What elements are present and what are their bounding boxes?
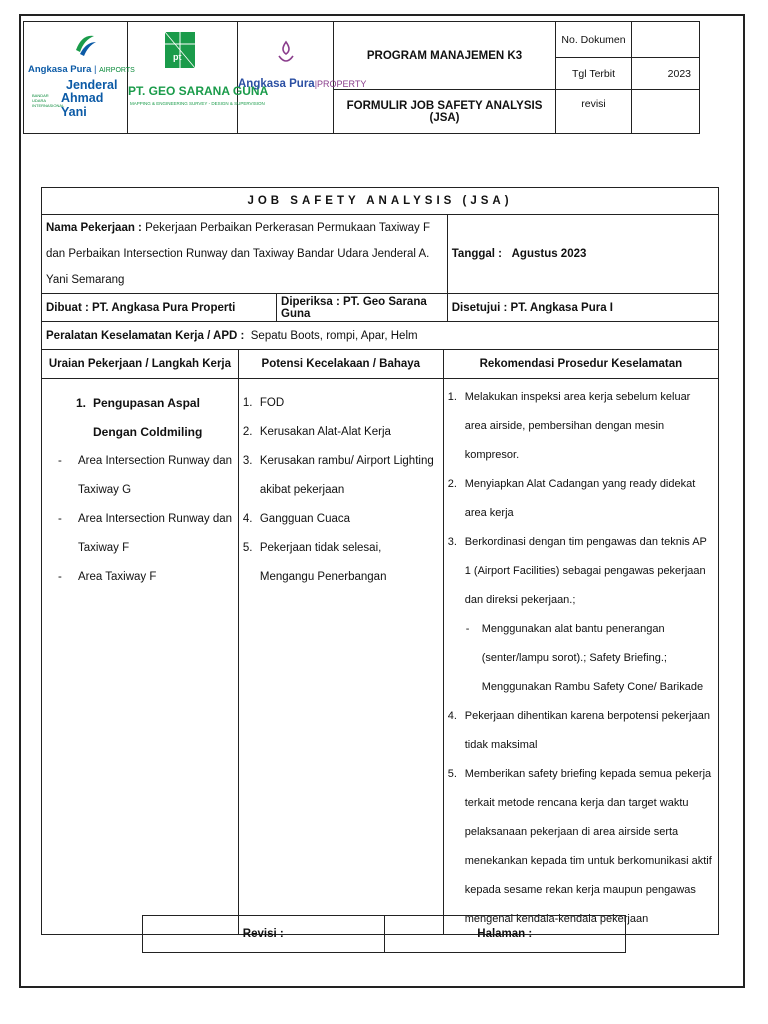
job-name-value: Pekerjaan Perbaikan Perkerasan Permukaan Taxiway F dan Perbaikan Intersection Runway dan Taxiway Bandar Udara Jenderal A. Yani Semarang <box>46 222 430 286</box>
area-item: - Area Intersection Runway dan Taxiway G <box>58 455 233 496</box>
ppe-value: Sepatu Boots, rompi, Apar, Helm <box>250 329 418 342</box>
hazard-item: 1. FOD <box>242 397 285 409</box>
hazard-item: 5. Pekerjaan tidak selesai, Mengangu Penerbangan <box>242 542 387 583</box>
col-header-steps: Uraian Pekerjaan / Langkah Kerja <box>42 350 239 379</box>
ppe-label: Peralatan Keselamatan Kerja / APD : <box>46 329 245 342</box>
recommendations-cell <box>443 379 718 935</box>
hazard-list <box>243 389 439 592</box>
date-value: Agustus 2023 <box>511 248 587 260</box>
ap-ahmad-yani-text: Ahmad Yani <box>61 91 104 119</box>
revision-footer: Revisi : <box>143 916 385 953</box>
page-number-footer: Halaman : <box>384 916 626 953</box>
made-by: Dibuat : PT. Angkasa Pura Properti <box>42 294 277 322</box>
col-header-recommendations: Rekomendasi Prosedur Keselamatan <box>443 350 718 379</box>
app-brand-text: Angkasa Pura <box>238 78 315 90</box>
meta-value-doc-no <box>632 22 700 58</box>
gsg-tagline-text: MAPPING & ENGINEERING SURVEY - DESIGN & SUPERVISION <box>130 101 265 106</box>
job-name-cell <box>42 215 448 294</box>
ap-tiny-text: BANDAR UDARA INTERNASIONAL <box>32 93 65 108</box>
area-text: Area Taxiway F <box>78 571 157 583</box>
form-title: FORMULIR JOB SAFETY ANALYSIS (JSA) <box>334 90 556 134</box>
meta-label-doc-no: No. Dokumen <box>556 22 632 58</box>
recommendation-subitem: - Menggunakan alat bantu penerangan (senter/lampu sorot).; Safety Briefing.; Menggunakan Rambu Safety Cone/ Barikade <box>465 623 704 693</box>
recommendation-item: 5. Memberikan safety briefing kepada semua pekerja terkait metode rencana kerja dan target waktu pelaksanaan pekerjaan di area airside serta menekankan kepada tim untuk berkomunikasi aktif kepada sesame rekan kerja maupun pengawas mengenai kendala-kendala pekerjaan <box>447 768 712 925</box>
gsg-mark-icon <box>165 32 195 68</box>
hazard-item: 3. Kerusakan rambu/ Airport Lighting akibat pekerjaan <box>242 455 434 496</box>
col-header-hazards: Potensi Kecelakaan / Bahaya <box>238 350 443 379</box>
ap-brand-text: Angkasa Pura <box>28 64 92 75</box>
area-text: Area Intersection Runway dan Taxiway F <box>78 513 233 554</box>
recommendation-list <box>448 383 714 934</box>
meta-label-issue-date: Tgl Terbit <box>556 58 632 90</box>
recommendation-item: 4. Pekerjaan dihentikan karena berpotensi pekerjaan tidak maksimal <box>447 710 710 751</box>
app-sub-text: PROPERTY <box>317 79 367 89</box>
step-number: 1. <box>76 396 87 410</box>
approved-by: Disetujui : PT. Angkasa Pura I <box>447 294 718 322</box>
document-header <box>23 21 700 134</box>
gsg-name-text: PT. GEO SARANA GUNA <box>128 84 269 98</box>
date-cell <box>447 215 718 294</box>
jsa-table <box>41 187 719 935</box>
ppe-cell <box>42 322 719 350</box>
hazards-cell <box>238 379 443 935</box>
ap-jenderal-text: Jenderal <box>66 78 118 92</box>
geo-sarana-guna-logo <box>128 22 269 134</box>
recommendation-item: 2. Menyiapkan Alat Cadangan yang ready didekat area kerja <box>447 478 696 519</box>
recommendation-item: 1. Melakukan inspeksi area kerja sebelum keluar area airside, pembersihan dengan mesin kompresor. <box>447 391 691 461</box>
meta-value-issue-date: 2023 <box>632 58 700 90</box>
step-item <box>46 389 234 447</box>
checked-by: Diperiksa : PT. Geo Sarana Guna <box>277 294 448 322</box>
steps-cell <box>42 379 239 935</box>
meta-label-revision: revisi <box>556 90 632 134</box>
jsa-title: JOB SAFETY ANALYSIS (JSA) <box>42 188 719 215</box>
area-text: Area Intersection Runway dan Taxiway G <box>78 455 233 496</box>
ap-sub-text: AIRPORTS <box>99 67 135 74</box>
page-footer <box>142 915 626 953</box>
meta-value-revision <box>632 90 700 134</box>
area-item: - Area Taxiway F <box>58 571 157 583</box>
hazard-item: 2. Kerusakan Alat-Alat Kerja <box>242 426 391 438</box>
airport-swoosh-icon <box>72 32 98 58</box>
step-text: Pengupasan Aspal Dengan Coldmiling <box>93 396 203 439</box>
hazard-item: 4. Gangguan Cuaca <box>242 513 351 525</box>
area-item: - Area Intersection Runway dan Taxiway F <box>58 513 233 554</box>
job-name-label: Nama Pekerjaan : <box>46 222 142 234</box>
date-label: Tanggal : <box>451 248 503 260</box>
angkasa-pura-airports-logo: Angkasa Pura | AIRPORTS BANDAR UDARA INTERNASIONAL Jenderal Ahmad Yani <box>24 22 128 134</box>
angkasa-pura-property-logo: Angkasa Pura|PROPERTY <box>238 22 334 134</box>
recommendation-item: 3. Berkordinasi dengan tim pengawas dan teknis AP 1 (Airport Facilities) sebagai pengawas pekerjaan dan direksi pekerjaan.; <box>447 536 707 606</box>
property-emblem-icon <box>276 40 296 66</box>
gsg-mark-text: pt <box>173 52 182 62</box>
program-title: PROGRAM MANAJEMEN K3 <box>334 22 556 90</box>
